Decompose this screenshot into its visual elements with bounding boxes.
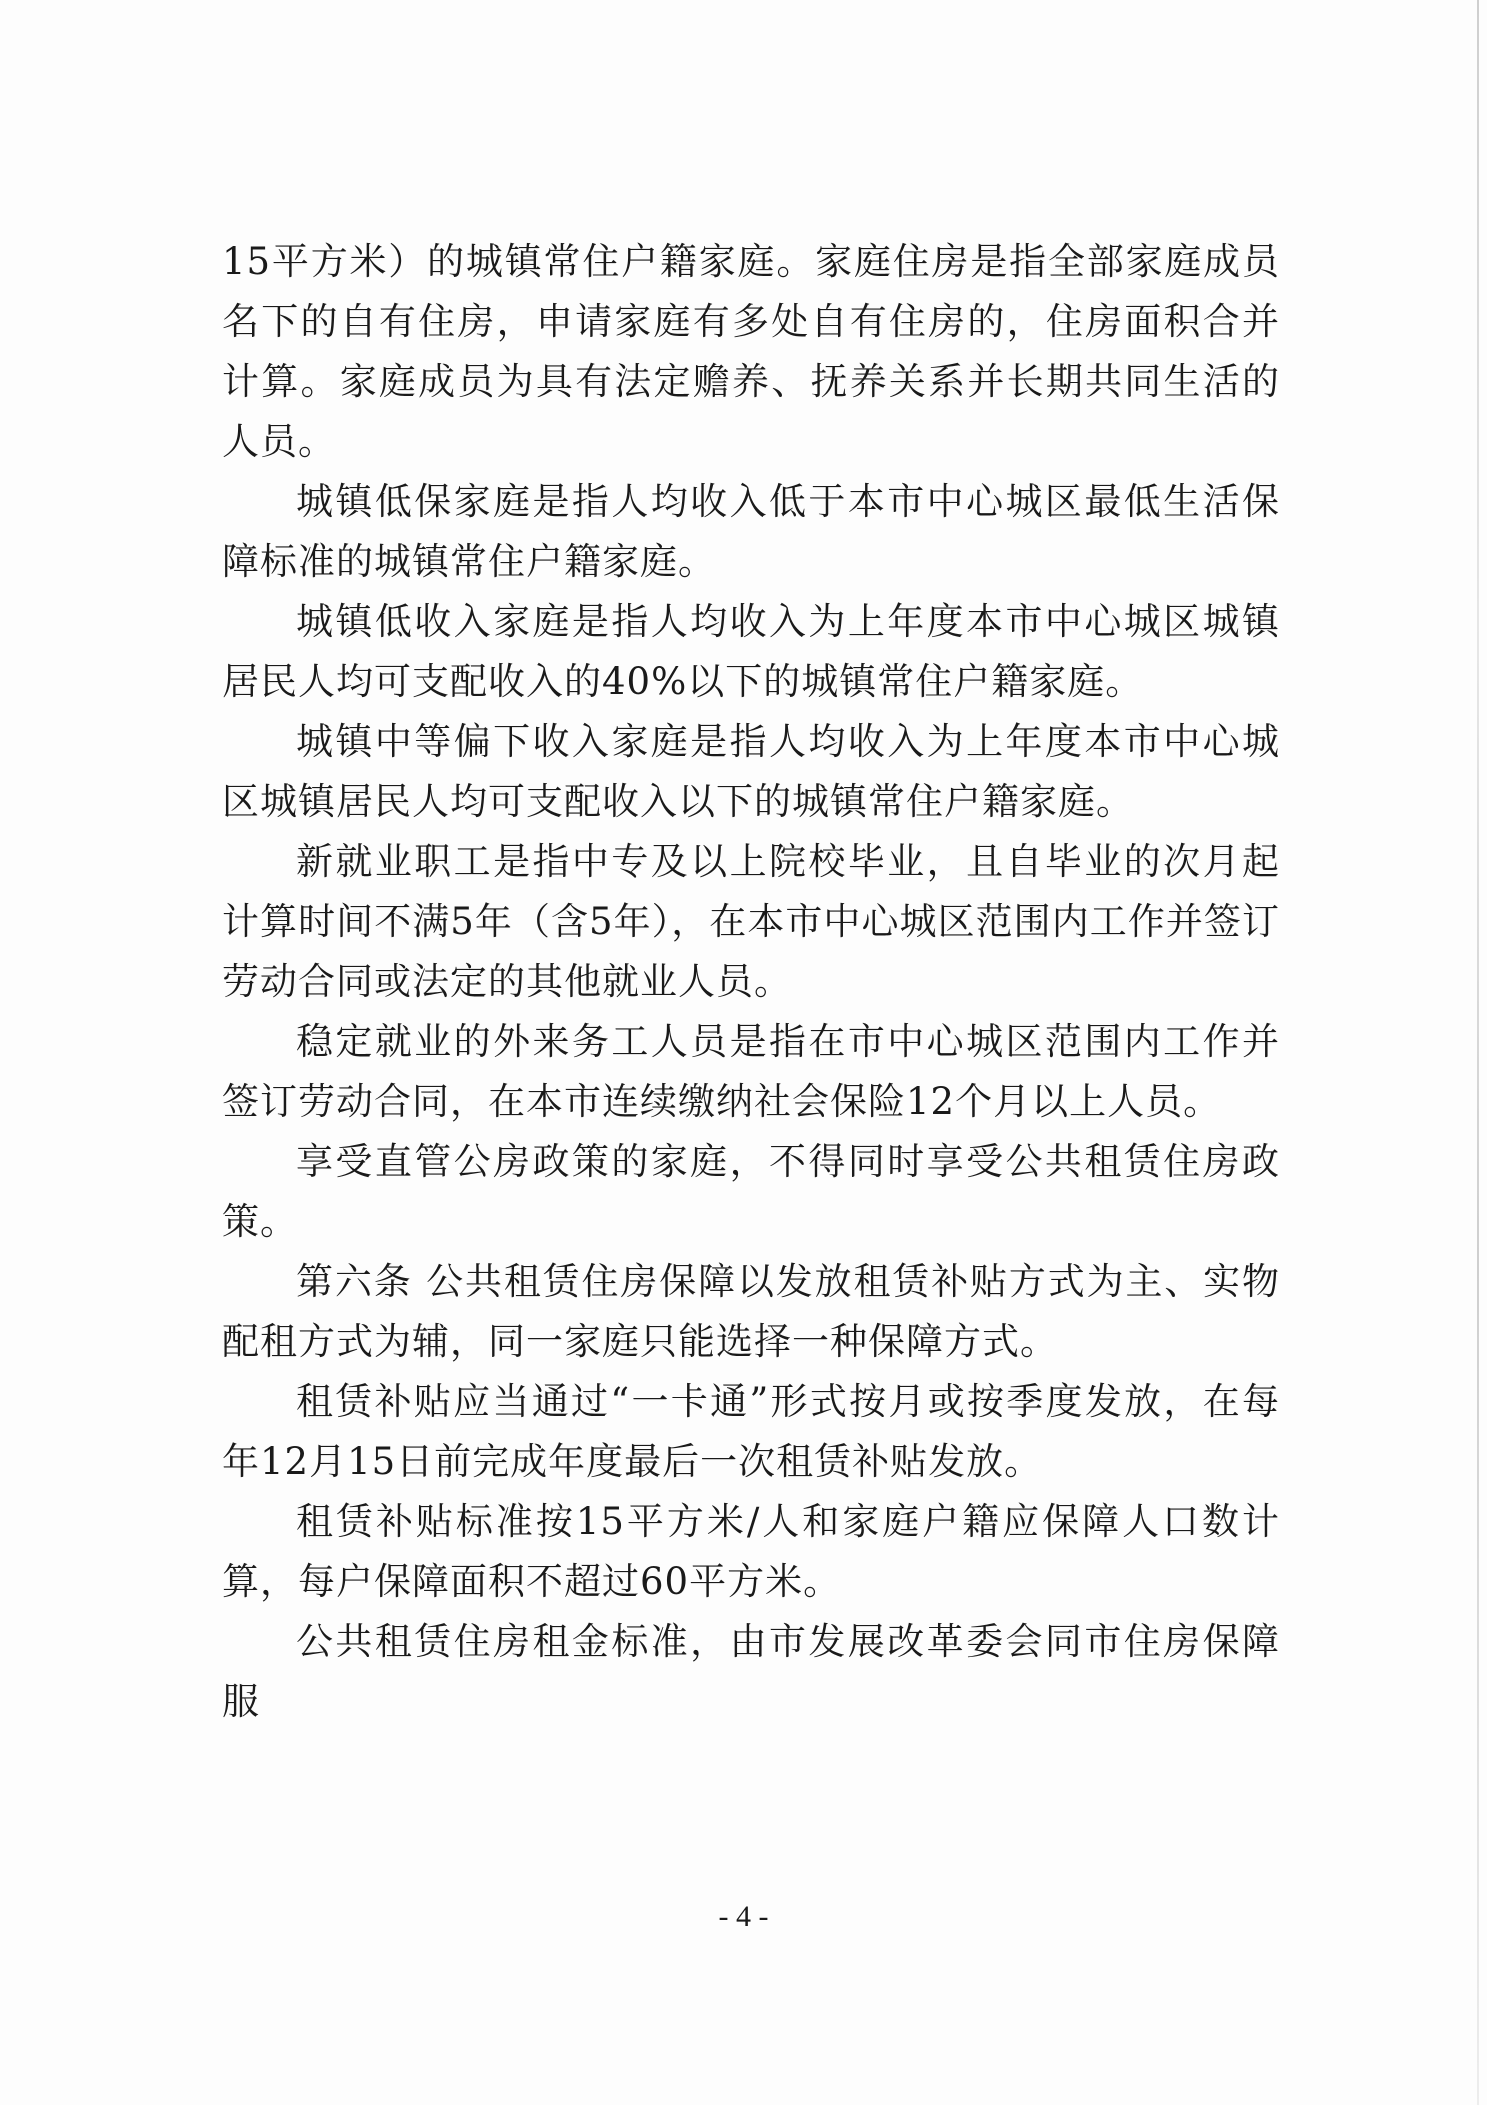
document-body: [222, 232, 1280, 1732]
paragraph-2: 城镇低保家庭是指人均收入低于本市中心城区最低生活保障标准的城镇常住户籍家庭。: [222, 480, 1280, 583]
paragraph-4: 城镇中等偏下收入家庭是指人均收入为上年度本市中心城区城镇居民人均可支配收入以下的城镇常住户籍家庭。: [222, 720, 1280, 823]
paragraph-6: 稳定就业的外来务工人员是指在市中心城区范围内工作并签订劳动合同，在本市连续缴纳社会保险12个月以上人员。: [222, 1020, 1280, 1123]
paragraph-5: 新就业职工是指中专及以上院校毕业，且自毕业的次月起计算时间不满5年（含5年），在本市中心城区范围内工作并签订劳动合同或法定的其他就业人员。: [222, 840, 1280, 1003]
paragraph-3: 城镇低收入家庭是指人均收入为上年度本市中心城区城镇居民人均可支配收入的40%以下的城镇常住户籍家庭。: [222, 600, 1280, 703]
paragraph-9: 租赁补贴应当通过“一卡通”形式按月或按季度发放，在每年12月15日前完成年度最后一次租赁补贴发放。: [222, 1380, 1280, 1483]
paragraph-10: 租赁补贴标准按15平方米/人和家庭户籍应保障人口数计算，每户保障面积不超过60平方米。: [222, 1500, 1280, 1603]
paragraph-1: 15平方米）的城镇常住户籍家庭。家庭住房是指全部家庭成员名下的自有住房，申请家庭有多处自有住房的，住房面积合并计算。家庭成员为具有法定赡养、抚养关系并长期共同生活的人员。: [222, 240, 1280, 463]
paragraph-11: 公共租赁住房租金标准，由市发展改革委会同市住房保障服: [222, 1620, 1280, 1723]
scan-edge-line: [1477, 0, 1479, 2105]
page-number: - 4 -: [718, 1900, 769, 1933]
paragraph-8: 第六条 公共租赁住房保障以发放租赁补贴方式为主、实物配租方式为辅，同一家庭只能选择一种保障方式。: [222, 1260, 1280, 1363]
paragraph-7: 享受直管公房政策的家庭，不得同时享受公共租赁住房政策。: [222, 1140, 1280, 1243]
